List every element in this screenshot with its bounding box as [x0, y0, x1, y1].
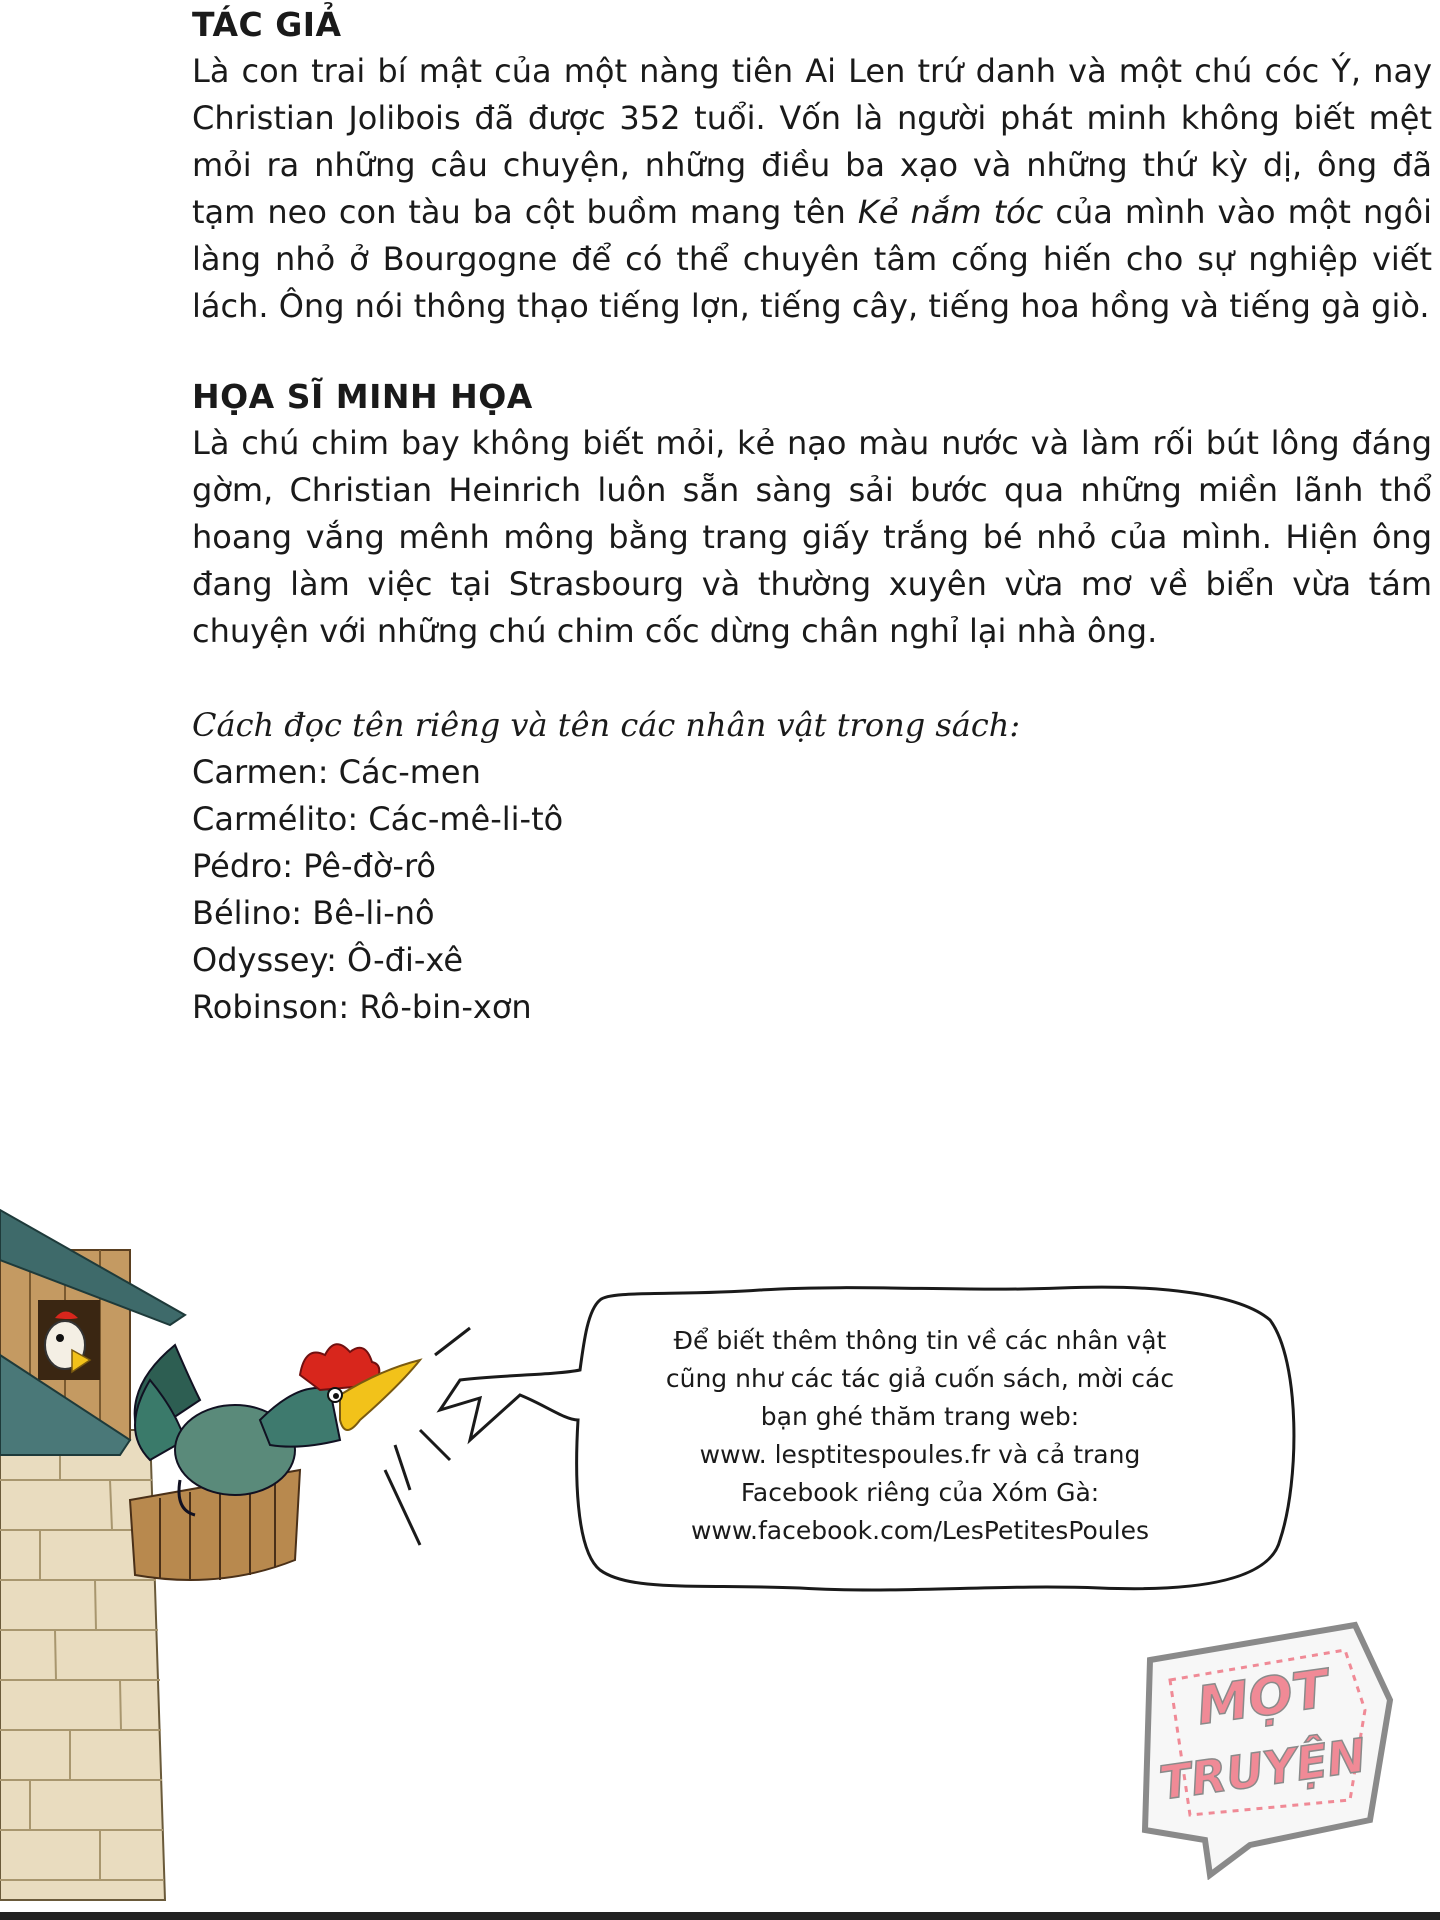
watermark-line2: TRUYỆN: [1156, 1727, 1370, 1811]
author-bio-part1: Là con trai bí mật của một nàng tiên Ai Len trứ danh và một chú cóc Ý, nay Christian Jolibois đã được 352 tuổi. Vốn là người phát minh không biết mệt mỏi ra những câu chuyện, những điều ba xạo và những thứ kỳ dị, ông đã tạm neo con tàu ba cột buồm mang tên: [192, 52, 1432, 231]
bubble-line: cũng như các tác giả cuốn sách, mời các: [665, 1364, 1175, 1393]
author-bio: [192, 48, 1432, 330]
website-link[interactable]: www. lesptitespoules.fr và cả trang: [699, 1440, 1141, 1469]
facebook-link[interactable]: www.facebook.com/LesPetitesPoules: [690, 1516, 1150, 1545]
pronunciation-title: Cách đọc tên riêng và tên các nhân vật trong sách:: [192, 706, 1021, 744]
author-bio-part2: của mình vào một ngôi làng nhỏ ở Bourgogne để có thể chuyên tâm cống hiến cho sự nghiệp viết lách. Ông nói thông thạo tiếng lợn, tiếng cây, tiếng hoa hồng và tiếng gà giò.: [192, 193, 1433, 325]
watermark-logo: [1130, 1620, 1400, 1880]
illustrator-heading: HỌA SĨ MINH HỌA: [192, 377, 533, 416]
pronunciation-item: Carmélito: Các-mê-li-tô: [192, 800, 564, 838]
pronunciation-item: Odyssey: Ô-đi-xê: [192, 941, 464, 979]
speech-bubble-text: [610, 1322, 1230, 1550]
illustrator-bio: Là chú chim bay không biết mỏi, kẻ nạo màu nước và làm rối bút lông đáng gờm, Christian Heinrich luôn sẵn sàng sải bước qua những miền lãnh thổ hoang vắng mênh mông bằng trang giấy trắng bé nhỏ của mình. Hiện ông đang làm việc tại Strasbourg và thường xuyên vừa mơ về biển vừa tám chuyện với những chú chim cốc dừng chân nghỉ lại nhà ông.: [192, 424, 1432, 650]
author-heading: TÁC GIẢ: [192, 5, 342, 44]
bubble-line: bạn ghé thăm trang web:: [760, 1402, 1080, 1431]
ship-name: Kẻ nắm tóc: [857, 193, 1044, 231]
bubble-line: Để biết thêm thông tin về các nhân vật: [673, 1326, 1167, 1355]
stone-tower: [0, 1210, 300, 1900]
shout-lines: [385, 1328, 470, 1545]
pronunciation-list: [192, 749, 563, 1031]
pronunciation-item: Robinson: Rô-bin-xơn: [192, 988, 532, 1026]
watermark-line1: MỌT: [1193, 1659, 1332, 1738]
pronunciation-item: Bélino: Bê-li-nô: [192, 894, 435, 932]
page-bottom-edge: [0, 1912, 1440, 1920]
pronunciation-item: Carmen: Các-men: [192, 753, 481, 791]
bubble-line: Facebook riêng của Xóm Gà:: [740, 1478, 1100, 1507]
pronunciation-item: Pédro: Pê-đờ-rô: [192, 847, 436, 885]
